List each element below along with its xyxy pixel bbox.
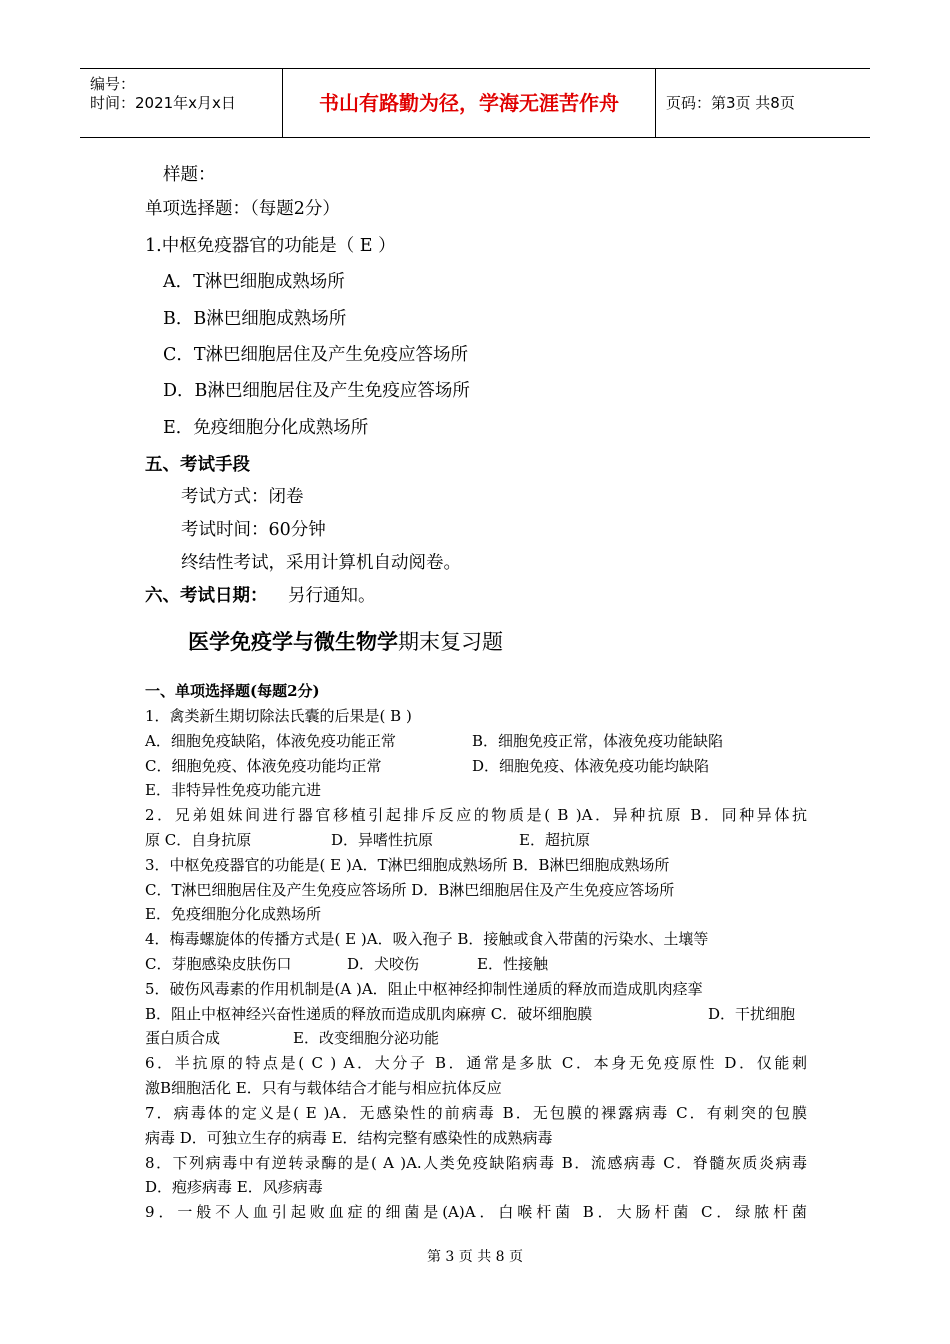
review-line: E．免疫细胞分化成熟场所 [145,905,321,923]
review-option: 蛋白质合成 [145,1029,221,1047]
question-1-option-c: C．T淋巴细胞居住及产生免疫应答场所 [163,345,469,365]
review-option: C．芽胞感染皮肤伤口 [145,955,292,973]
section-5-title: 五、考试手段 [145,455,250,475]
review-option: C．细胞免疫、体液免疫功能均正常 [145,757,382,775]
page-footer: 第 3 页 共 8 页 [426,1249,524,1265]
review-option: D．犬咬伤 [347,955,420,973]
section-6-value: 另行通知。 [288,586,376,606]
review-line: D．疱疹病毒 E．风疹病毒 [145,1178,323,1196]
review-title [188,626,503,656]
question-1-option-d: D．B淋巴细胞居住及产生免疫应答场所 [163,381,470,401]
review-option: B．阻止中枢神经兴奋性递质的释放而造成肌肉麻痹 C．破坏细胞膜 [145,1005,593,1023]
review-title-rest: 期末复习题 [398,630,503,654]
question-1-option-b: B．B淋巴细胞成熟场所 [163,309,347,329]
header-code-label: 编号： [90,75,136,93]
review-line: 7．病毒体的定义是( E )A．无感染性的前病毒 B．无包膜的裸露病毒 C．有刺突的包膜 [145,1104,807,1122]
question-1: 1.中枢免疫器官的功能是（ E ） [145,236,396,256]
review-option: D．干扰细胞 [708,1005,796,1023]
exam-duration: 考试时间：60分钟 [181,520,326,540]
review-line: 9．一般不人血引起败血症的细菌是(A)A．白喉杆菌 B．大肠杆菌 C．绿脓杆菌 [145,1203,807,1221]
exam-grading: 终结性考试，采用计算机自动阅卷。 [181,553,461,573]
header-left-cell [80,69,283,137]
header-page-label: 页码：第3页 共8页 [666,94,795,112]
review-line: 3．中枢免疫器官的功能是( E )A．T淋巴细胞成熟场所 B．B淋巴细胞成熟场所 [145,856,670,874]
review-option: A．细胞免疫缺陷，体液免疫功能正常 [145,732,396,750]
review-title-bold: 医学免疫学与微生物学 [188,629,398,654]
review-option: D．细胞免疫、体液免疫功能均缺陷 [472,757,710,775]
sample-label: 样题： [163,165,216,185]
review-section-title: 一、单项选择题(每题2分) [145,682,320,700]
question-1-option-e: E．免疫细胞分化成熟场所 [163,418,369,438]
review-line: E．非特异性免疫功能亢进 [145,781,321,799]
header-date-label: 时间：2021年x月x日 [90,94,236,112]
review-line: 4．梅毒螺旋体的传播方式是( E )A．吸入孢子 B．接触或食入带菌的污染水、土壤等 [145,930,709,948]
review-line: 8．下列病毒中有逆转录酶的是( A )A.人类免疫缺陷病毒 B．流感病毒 C．脊髓灰质炎病毒 [145,1154,807,1172]
review-line: C．T淋巴细胞居住及产生免疫应答场所 D．B淋巴细胞居住及产生免疫应答场所 [145,881,675,899]
review-option: E．超抗原 [519,831,590,849]
question-1-option-a: A．T淋巴细胞成熟场所 [163,272,345,292]
section-6-title: 六、考试日期： [145,586,268,606]
review-line: 激B细胞活化 E．只有与载体结合才能与相应抗体反应 [145,1079,502,1097]
review-option: B．细胞免疫正常，体液免疫功能缺陷 [472,732,724,750]
review-line: 6．半抗原的特点是( C ) A．大分子 B．通常是多肽 C．本身无免疫原性 D．仅能刺 [145,1054,807,1072]
review-line: 2．兄弟姐妹间进行器官移植引起排斥反应的物质是( B )A．异种抗原 B．同种异体抗 [145,806,807,824]
page-header [80,68,870,138]
review-line: 5．破伤风毒素的作用机制是(A )A．阻止中枢神经抑制性递质的释放而造成肌肉痉挛 [145,980,703,998]
review-line: 1．禽类新生期切除法氏囊的后果是( B ) [145,707,412,725]
exam-method: 考试方式：闭卷 [181,487,304,507]
review-line: 病毒 D．可独立生存的病毒 E．结构完整有感染性的成熟病毒 [145,1129,553,1147]
review-option: E．性接触 [477,955,548,973]
header-motto: 书山有路勤为径，学海无涯苦作舟 [283,69,656,137]
review-option: D．异嗜性抗原 [331,831,434,849]
review-option: E．改变细胞分泌功能 [293,1029,439,1047]
single-choice-label: 单项选择题：（每题2分） [145,199,340,219]
review-option: 原 C．自身抗原 [145,831,252,849]
